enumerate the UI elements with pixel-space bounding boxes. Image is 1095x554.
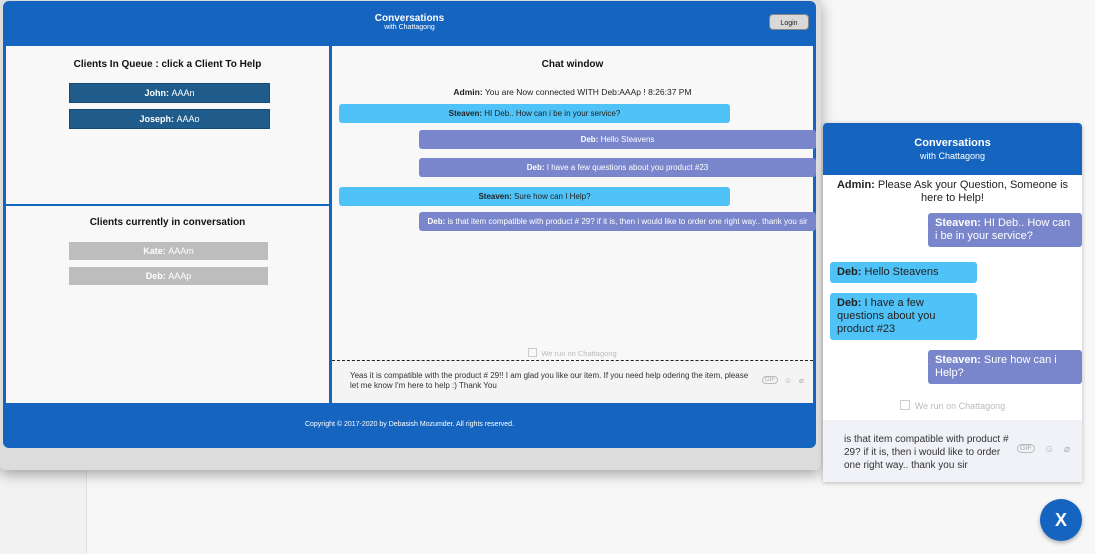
- message-sender: Deb:: [526, 163, 545, 172]
- message-sender: Deb:: [580, 135, 599, 144]
- message-sender: Deb:: [427, 217, 446, 226]
- widget-message-input[interactable]: [823, 420, 1082, 482]
- attachment-icon[interactable]: ⌀: [1064, 444, 1071, 455]
- conv-client-kate[interactable]: [69, 242, 268, 260]
- chat-message: [339, 104, 730, 123]
- message-text: Hello Steavens: [864, 266, 939, 278]
- chat-message-input[interactable]: [332, 360, 813, 403]
- widget-message: [830, 262, 977, 283]
- widget-header: [823, 123, 1082, 175]
- chat-message: [419, 158, 816, 177]
- queue-client-joseph[interactable]: [69, 109, 270, 129]
- message-text: I have a few questions about you product #23: [546, 163, 709, 172]
- message-text: HI Deb.. How can i be in your service?: [935, 217, 1071, 242]
- we-run-on-notice: [332, 348, 813, 358]
- chat-panel: [332, 46, 813, 403]
- widget-subtitle: with Chattagong: [919, 151, 986, 161]
- message-sender: Deb:: [837, 297, 862, 309]
- widget-we-run-on-notice: [823, 400, 1082, 411]
- footer-copyright: Copyright © 2017-2020 by Debasish Mozumder. All rights reserved.: [304, 421, 515, 428]
- chat-title: Chat window: [541, 59, 604, 70]
- message-text: Please Ask your Question, Someone is here to Help!: [877, 179, 1069, 204]
- admin-message: [332, 87, 813, 97]
- chat-widget: [823, 123, 1082, 482]
- gif-button[interactable]: GIF: [1017, 444, 1035, 453]
- message-text: I have a few questions about you product #23: [837, 297, 936, 335]
- message-text: Hello Steavens: [600, 135, 655, 144]
- chat-input-text: Yeas it is compatible with the product # 29!! I am glad you like our item. If you need help odering the item, please let me know I'm here to help :) Thank You: [350, 371, 749, 390]
- app-title: Conversations: [374, 13, 445, 24]
- client-name: Kate:: [143, 246, 166, 256]
- widget-message: [928, 350, 1082, 384]
- queue-title: Clients In Queue : click a Client To Help: [73, 59, 262, 70]
- message-sender: Steaven:: [935, 217, 981, 229]
- widget-input-text: is that item compatible with product # 29? if it is, then i would like to order one right way.. thank you sir: [844, 434, 1009, 471]
- message-sender: Steaven:: [478, 192, 512, 201]
- login-button[interactable]: Login: [769, 14, 809, 30]
- client-name: Deb:: [145, 271, 166, 281]
- chat-message: [339, 187, 730, 206]
- admin-app: [3, 1, 816, 448]
- app-subtitle: with Chattagong: [384, 24, 435, 31]
- message-sender: Admin:: [836, 179, 875, 191]
- widget-message: [928, 213, 1082, 247]
- emoji-icon[interactable]: ☺: [784, 376, 793, 385]
- chat-message: [419, 130, 816, 149]
- client-id: AAAm: [168, 246, 194, 256]
- chattagong-logo-icon: [528, 348, 537, 357]
- message-text: HI Deb.. How can i be in your service?: [484, 109, 621, 118]
- message-sender: Deb:: [837, 266, 862, 278]
- message-sender: Admin:: [453, 87, 483, 97]
- client-id: AAAn: [171, 88, 195, 98]
- conv-client-deb[interactable]: [69, 267, 268, 285]
- client-name: John:: [144, 88, 169, 98]
- message-text: is that item compatible with product # 29? if it is, then i would like to order one right way.. thank you sir: [447, 217, 808, 226]
- message-sender: Steaven:: [448, 109, 483, 118]
- we-run-on-text: We run on Chattagong: [914, 401, 1006, 411]
- attachment-icon[interactable]: ⌀: [799, 376, 804, 385]
- widget-title: Conversations: [914, 137, 991, 149]
- client-name: Joseph:: [139, 114, 174, 124]
- message-text: Sure how can I Help?: [514, 192, 591, 201]
- queue-client-john[interactable]: [69, 83, 270, 103]
- emoji-icon[interactable]: ☺: [1044, 444, 1055, 455]
- widget-message: [830, 293, 977, 340]
- message-sender: Steaven:: [935, 354, 981, 366]
- we-run-on-text: We run on Chattagong: [541, 349, 617, 358]
- chat-message: [419, 212, 816, 231]
- close-widget-button[interactable]: X: [1040, 499, 1082, 541]
- message-text: Sure how can i Help?: [935, 354, 1057, 379]
- client-id: AAAp: [168, 271, 192, 281]
- client-id: AAAo: [176, 114, 200, 124]
- chattagong-logo-icon: [900, 400, 910, 410]
- gif-button[interactable]: GIF: [762, 376, 778, 384]
- queue-panel: [6, 46, 329, 204]
- message-text: You are Now connected WITH Deb:AAAp ! 8:26:37 PM: [484, 87, 692, 97]
- widget-admin-message: [823, 179, 1082, 205]
- in-conversation-title: Clients currently in conversation: [89, 217, 246, 228]
- in-conversation-panel: [6, 206, 329, 403]
